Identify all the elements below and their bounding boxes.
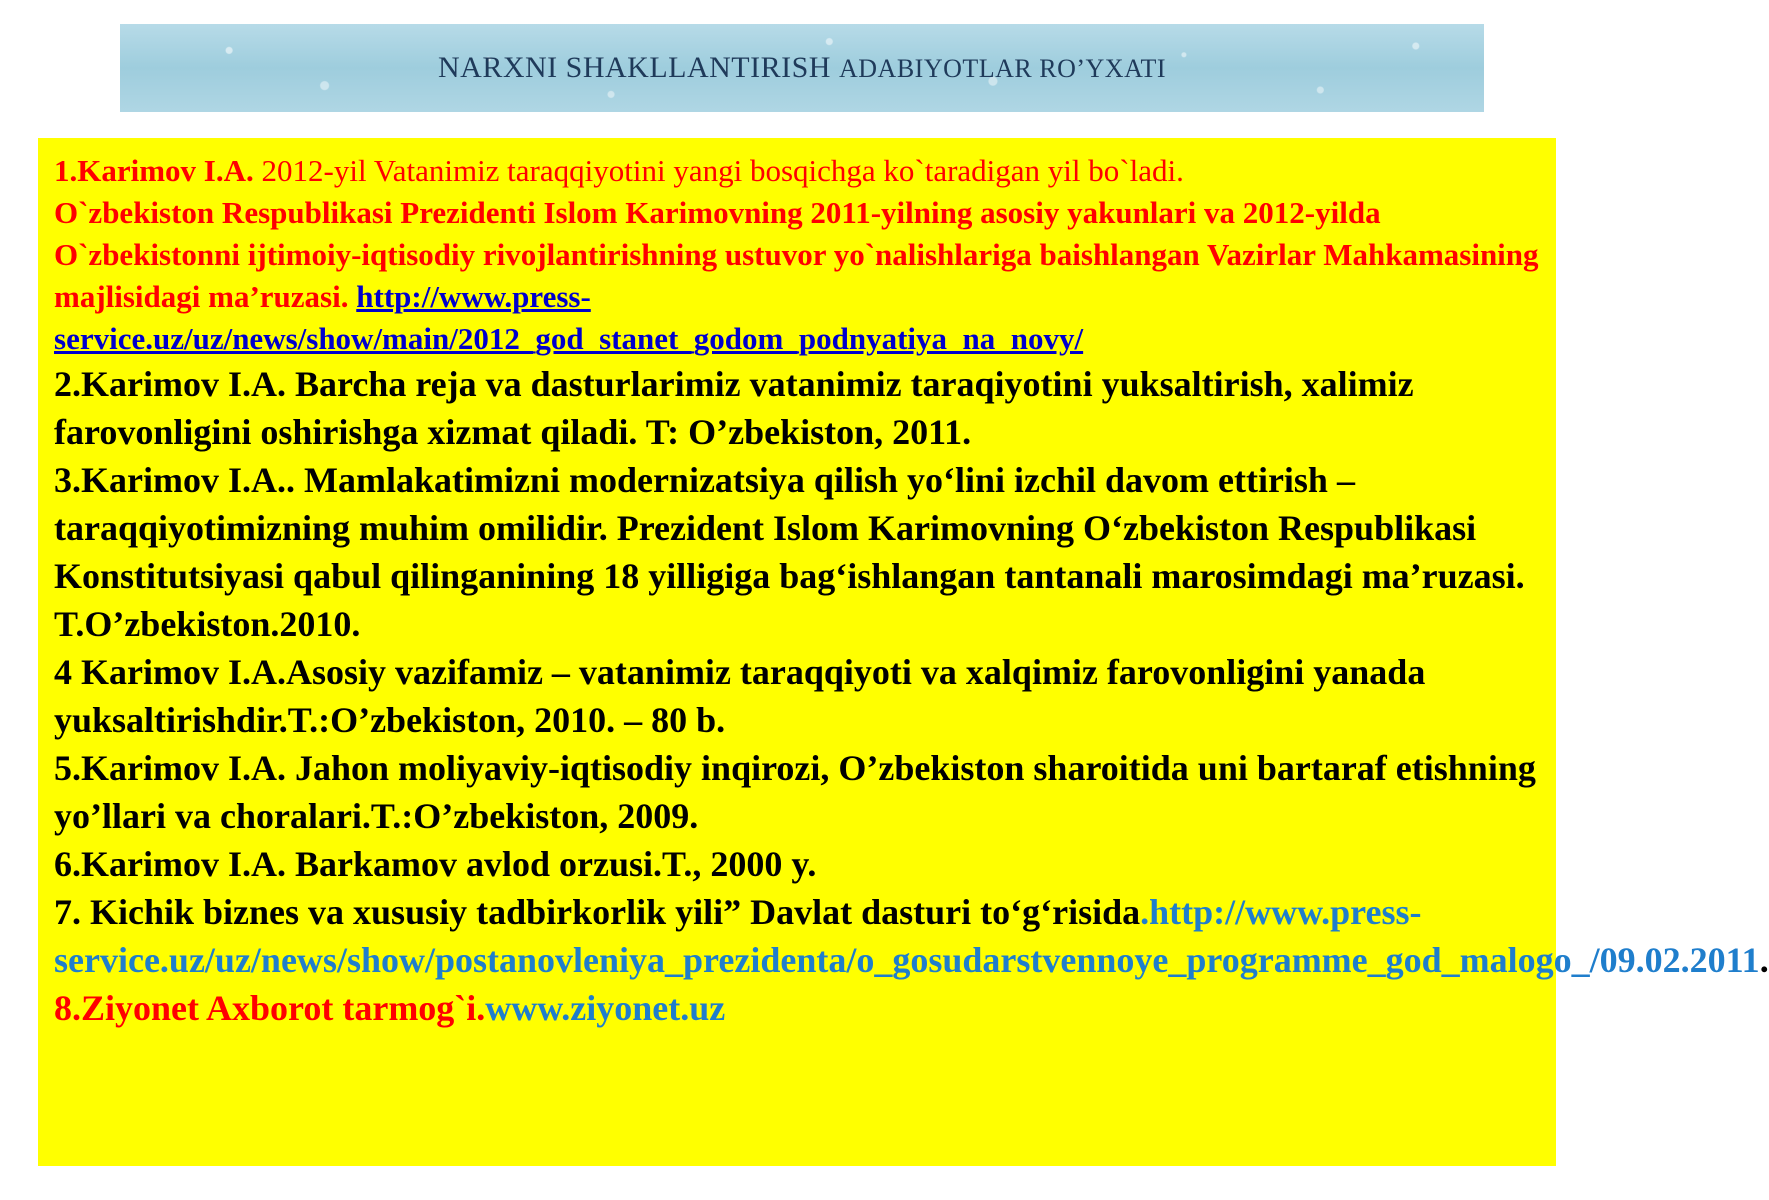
- title-banner: [120, 24, 1484, 112]
- reference-1-link[interactable]: http://www.press-service.uz/uz/news/show/main/2012_god_stanet_godom_podnyatiya_na_novy/: [54, 279, 1084, 356]
- reference-5: 5.Karimov I.A. Jahon moliyaviy-iqtisodiy inqirozi, O’zbekiston sharoitida uni bartaraf etishning yo’llari va choralari.T.:O’zbekiston, 2009.: [54, 748, 1536, 836]
- reference-4: 4 Karimov I.A.Asosiy vazifamiz – vatanimiz taraqqiyoti va xalqimiz farovonligini yanada yuksaltirishdir.T.:O’zbekiston, 2010. – 80 b.: [54, 652, 1426, 740]
- reference-3: 3.Karimov I.A.. Mamlakatimizni modernizatsiya qilish yo‘lini izchil davom ettirish – taraqqiyotimizning muhim omilidir. Prezident Islom Karimovning O‘zbekiston Respublikasi Konstitutsiyasi qabul qilinganining 18 yilligiga bag‘ishlangan tantanali marosimdagi ma’ruzasi. T.O’zbekiston.2010.: [54, 460, 1525, 644]
- reference-1: [54, 150, 1540, 360]
- page-title: [438, 51, 1166, 85]
- title-main: NARXNI SHAKLLANTIRISH: [437, 51, 831, 84]
- reference-6: 6.Karimov I.A. Barkamov avlod orzusi.T., 2000 y.: [54, 844, 817, 884]
- reference-7-text: 7. Kichik biznes va xususiy tadbirkorlik yili” Davlat dasturi to‘g‘risida: [54, 892, 1141, 932]
- title-sub: ADABIYOTLAR RO’YXATI: [838, 54, 1167, 83]
- reference-8-text: 8.Ziyonet Axborot tarmog`i.: [54, 988, 486, 1028]
- reference-8: [54, 984, 1540, 1032]
- reference-8-link[interactable]: www.ziyonet.uz: [485, 988, 726, 1028]
- reference-1-author: 1.Karimov I.A.: [54, 153, 254, 188]
- reference-7: [54, 888, 1769, 984]
- reference-7-end: .: [1759, 940, 1769, 980]
- reference-1-description: O`zbekiston Respublikasi Prezidenti Islom Karimovning 2011-yilning asosiy yakunlari va 2012-yilda O`zbekistonni ijtimoiy-iqtisodiy rivojlantirishning ustuvor yo`nalishlariga baishlangan Vazirlar Mahkamasining majlisidagi ma’ruzasi.: [54, 195, 1539, 314]
- reference-7-link[interactable]: .http://www.press-service.uz/uz/news/show/postanovleniya_prezidenta/o_gosudarstvennoye_programme_god_malogo_/09.02.2011: [54, 892, 1760, 980]
- reference-2: 2.Karimov I.A. Barcha reja va dasturlarimiz vatanimiz taraqiyotini yuksaltirish, xalimiz farovonligini oshirishga xizmat qiladi. T: O’zbekiston, 2011.: [54, 364, 1414, 452]
- reference-list: [38, 138, 1769, 1166]
- reference-1-title: 2012-yil Vatanimiz taraqqiyotini yangi bosqichga ko`taradigan yil bo`ladi.: [253, 153, 1184, 188]
